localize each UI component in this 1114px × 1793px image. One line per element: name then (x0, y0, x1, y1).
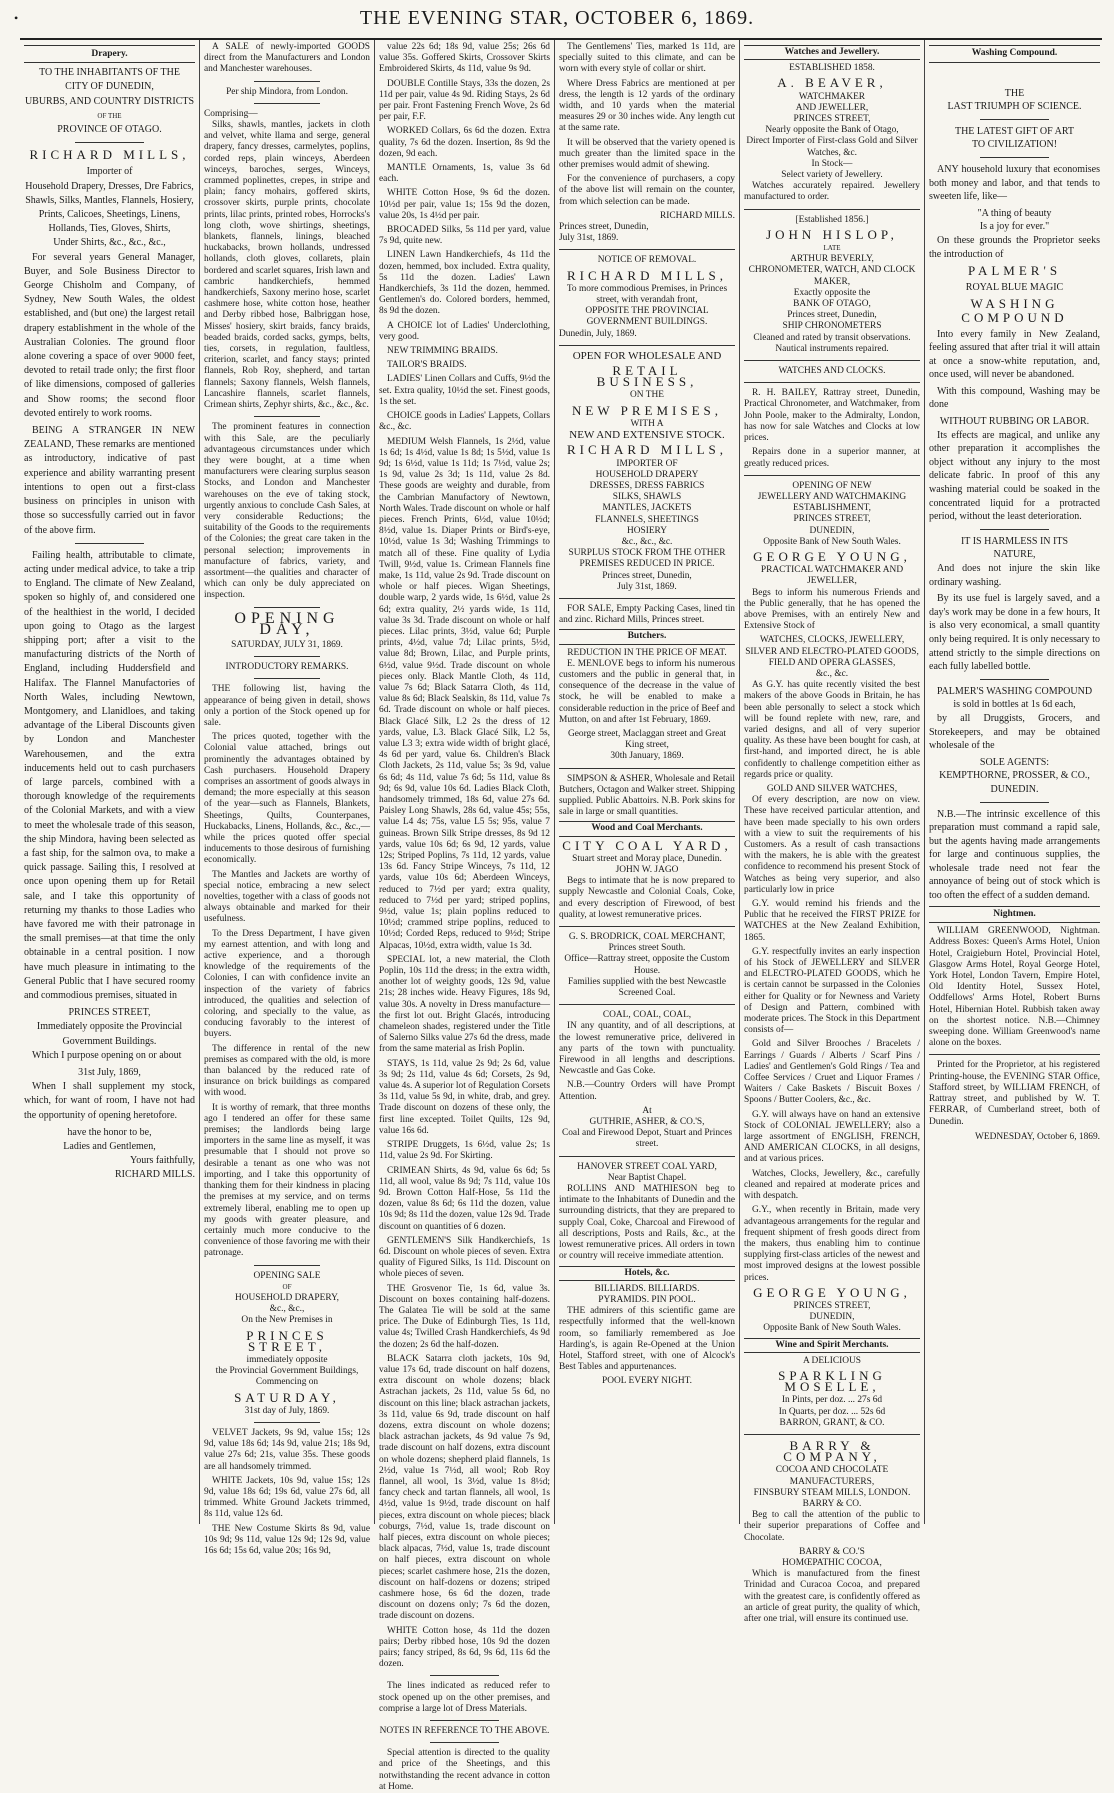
text-line: Is a joy for ever." (979, 221, 1050, 233)
text-line: NATURE, (993, 549, 1036, 561)
paragraph: N.B.—The intrinsic excellence of this preparation must command a rapid sale, but the agents having made arrangements for large and continuous supplies, the wholesale trade need not fear the annoyance of being out of stock which is too often the effect of a sudden demand. (929, 808, 1100, 902)
text-line: THE LATEST GIFT OF ART (954, 125, 1075, 137)
paragraph: To the Dress Department, I have given my earnest attention, and with long and active experience, and a thorough knowledge of the requirements of the Colonies, I can with confidence invite an inspection of the variety of fabrics introduced, the qualities and selection of coloring, and specially to the value, as conducing favorably to the interest of buyers. (204, 928, 370, 1040)
text-line: 30th January, 1869. (610, 751, 684, 762)
text-line: INTRODUCTORY REMARKS. (225, 662, 349, 673)
text-line: DUNEDIN. (990, 783, 1039, 795)
paragraph: Beg to call the attention of the public to their superior preparations of Coffee and Chocolate. (744, 1510, 920, 1543)
item-entry: MEDIUM Welsh Flannels, 1s 2½d, value 1s 6d; 1s 4½d, value 1s 8d; 1s 5½d, value 1s 9d; 1s 6½d, value 1s 11d; 1s 7½d, value 2s; 1s 9d, value 2s 3d; 1s 11d, value 2s 8d. These goods are weighty and durable, from the Cambrian Manufactory of Newtown, North Wales. Trade discount on whole or half pieces. French Prints, 6½d, value 10½d; 8½d, value 1s. Diaper Prints or Bird's-eye, 10½d, value 1s 3d; Washing Trimmings to match all of these. Fine quality of Lydia Twill, 9½d, value 1s. Crimean Flannels fine make, 1s 11d, value 2s 9d. Trade discount on whole or half pieces. Wigan Sheetings, double warp, 2 yards wide, 1s 6½d, value 2s 6d; extra quality, 2½ yards wide, 1s 11d, value 3s 3d. Trade discount on whole or half pieces. Lilac prints, 3½d, value 6d; Purple prints, 4½d, value 7d; Lilac prints, 5½d, value 8d; Brown, Lilac, and Purple prints, 6½d, value 9½d. Trade discount on whole pieces only. Black Mantle Cloth, 4s 11d, value 7s 6d; Black Satarra Cloth, 4s 11d, value 8s 6d; Black Sealskin, 8s 11d, value 7s 6d. Trade discount on whole or half pieces. Black Glacé Silk, L2 2s the dress of 12 yards, value, L3. Black Glacé Silk, L2 5s, value L3 3; extra wide width of bright glacé, 4s 6d per yard, value 6s. Children's Black Cloth Jackets, 2s 11d, value 5s; 3s 9d, value 6s 6d; 4s 11d, value 7s 6d; 5s 11d, value 8s 9d; 6s 9d, value 10s 6d. Ladies Black Cloth, handsomely trimmed, 18s 6d, value 27s 6d. Paisley Long Shawls, 28s 6d, value 45s; 55s, value L4 4s; 75s, value L5 5s; 95s, value 7 guineas. Brown Silk Stripe dresses, 8s 9d 12 yards, value 10s 6d; 6s 9d, 12 yards, value 12s; Striped Poplins, 7s 11d, 12 yards, value 13s 6d. Fancy Stripe Winceys, 7s 11d, 12 yards, value 10s 6d; Aberdeen Winceys, reduced to 7½d per yard; extra quality, reduced to 7½d per yard; striped poplins, 9½d, value 1s; plain poplins reduced to 10½d; crammed stripe poplins, reduced to 10½d; Corded Reps, reduced to 9½d; Stripe Alpacas, 10½d, extra width, value 1s 3d. (379, 436, 550, 951)
text-line: NEW PREMISES, (572, 402, 722, 418)
paragraph: A SALE of newly-imported GOODS direct from the Manufacturers and London and Manchester warehouses. (204, 42, 370, 75)
item-entry: STAYS, 1s 11d, value 2s 9d; 2s 6d, value 3s 9d; 2s 11d, value 4s 6d; Corsets, 2s 9d, value 4s. A superior lot of Regulation Corsets 3s 11d, value 5s 9d, in white, drab, and grey. Trade discount on dozens of these only, the first line excepted. Toilet Quilts, 12s 9d, value 16s 6d. (379, 1058, 550, 1136)
text-line: SURPLUS STOCK FROM THE OTHER (568, 548, 726, 559)
item-entry: TAILOR'S BRAIDS. (387, 360, 467, 371)
advertiser-name: RICHARD MILLS, (29, 147, 190, 163)
text-line: JOHN W. JAGO (615, 865, 679, 875)
paragraph: E. MENLOVE begs to inform his numerous customers and the public in general that, in consequence of the decrease in the value of stock, he will be enabled to make a considerable reduction in the price of Beef and Mutton, on and after 1st February, 1869. (559, 658, 735, 725)
divider (744, 1434, 920, 1435)
item-entry: MANTLE Ornaments, 1s, value 3s 6d each. (379, 163, 550, 185)
text-line: NEW AND EXTENSIVE STOCK. (569, 429, 725, 442)
text-line: Comprising— (204, 108, 258, 119)
section-heading: Hotels, &c. (559, 1266, 735, 1281)
text-line: WITH A (630, 418, 664, 429)
text-line: G. S. BRODRICK, COAL MERCHANT, (568, 932, 726, 943)
paragraph: On these grounds the Proprietor seeks the introduction of (929, 234, 1100, 260)
imprint-date: WEDNESDAY, October 6, 1869. (975, 1131, 1100, 1142)
paragraph: Repairs done in a superior manner, at greatly reduced prices. (744, 447, 920, 469)
text-line: immediately opposite (246, 1354, 328, 1365)
text-line: have the honor to be, (67, 1126, 152, 1138)
section-heading: Watches and Jewellery. (744, 45, 920, 60)
text-line: NOTICE OF REMOVAL. (597, 255, 697, 266)
paragraph: With this compound, Washing may be done (929, 385, 1100, 411)
paragraph: The Mantles and Jackets are worthy of special notice, embracing a new select novelties, together with a class of goods not always obtainable and marked for their usefulness. (204, 869, 370, 925)
text-line: NOTES IN REFERENCE TO THE ABOVE. (379, 1726, 550, 1737)
text-line: HOUSEHOLD DRAPERY, (234, 1292, 339, 1303)
opening-day-heading: OPENING DAY, (234, 609, 340, 638)
paragraph: ANY household luxury that economises both money and labor, and that tends to sweeten life, like— (929, 163, 1100, 203)
heading-line: CITY OF DUNEDIN, (65, 81, 154, 93)
text-line: Prints, Calicoes, Sheetings, Linens, (38, 209, 181, 221)
column-sale-list (200, 40, 375, 1556)
text-line: Shawls, Silks, Mantles, Flannels, Hosiery, (25, 194, 194, 206)
text-line: SPARKLING MOSELLE, (778, 1367, 886, 1395)
text-line: PREMISES REDUCED IN PRICE. (579, 559, 715, 570)
text-line: Importer of (86, 166, 133, 178)
text-line: Near Baptist Chapel. (607, 1172, 687, 1183)
masthead (0, 0, 1114, 40)
text-line: WITHOUT RUBBING OR LABOR. (939, 416, 1090, 428)
item-entry: DOUBLE Contille Stays, 33s the dozen, 2s 11d per pair, value 4s 9d. Riding Stays, 2s 6d per pair. Front Fastening French Wove, 2s 6d per pair, F.F. (379, 78, 550, 123)
text-line: [Established 1856.] (795, 214, 869, 225)
text-line: TO CIVILIZATION! (971, 139, 1058, 151)
paragraph: Its effects are magical, and unlike any other preparation it accomplishes the object without any injury to the most delicate fabric. In proof of this any washing material could be soaked in the concentrated liquid for a protracted period, without the least deterioration. (929, 429, 1100, 523)
divider (75, 543, 143, 544)
section-heading: Washing Compound. (929, 45, 1100, 63)
text-line: REDUCTION IN THE PRICE OF MEAT. (567, 647, 727, 658)
advertiser-name: RICHARD MILLS, (566, 442, 727, 458)
text-line: COAL, COAL, COAL, (602, 1010, 692, 1021)
text-line: WATCHES, CLOCKS, JEWELLERY, SILVER AND ELECTRO-PLATED GOODS, (745, 635, 919, 657)
text-line: ARTHUR BEVERLY, (790, 254, 874, 265)
text-line: BARRY & CO.'S (799, 1546, 865, 1557)
heading-line: PROVINCE OF OTAGO. (57, 124, 162, 136)
masthead-title: THE EVENING STAR, OCTOBER 6, 1869. (359, 7, 755, 29)
text-line: Dunedin, July, 1869. (559, 328, 637, 339)
text-line: Princes street South. (608, 943, 686, 954)
divider (980, 529, 1048, 530)
column-watches-jewellery (740, 40, 925, 1624)
text-line: IT IS HARMLESS IN ITS (960, 535, 1069, 547)
paragraph: For the convenience of purchasers, a copy of the above list will remain on the counter, from which selection can be made. (559, 174, 735, 207)
paragraph: G.Y., when recently in Britain, made very advantageous arrangements for the regular and frequent shipment of fresh goods direct from the makers, thus enabling him to continue supplying first-class articles of the newest and most improved designs at the lowest possible prices. (744, 1205, 920, 1283)
divider (744, 475, 920, 476)
text-line: DUNEDIN, (809, 525, 855, 536)
paragraph: THE admirers of this scientific game are respectfully informed that the well-known room, so familiarly remembered as Joe Harding's, is again Re-Opened at the Union Hotel, Stafford street, with one of Alcock's Best Tables and appurtenances. (559, 1306, 735, 1373)
divider (559, 249, 735, 250)
divider (929, 1054, 1100, 1055)
text-line: &c., &c., (269, 1304, 305, 1315)
signature: RICHARD MILLS. (659, 210, 735, 221)
paragraph: FOR SALE, Empty Packing Cases, lined tin and zinc. Richard Mills, Princes street. (559, 603, 735, 626)
item-entry: SPECIAL lot, a new material, the Cloth Poplin, 10s 11d the dress; in the extra width, another lot of weighty goods, 12s 9d, value 21s; 28 inches wide. Heavy Figures, 18s 9d, value 30s. A novelty in Dress manufacture—the first lot out. Bright Glacés, introducing chameleon shades, registered under the Title of Salerno Silks value 27s 6d the dress, made from the same material as Irish Poplin. (379, 954, 550, 1055)
paragraph: IN any quantity, and of all descriptions, at the lowest remunerative price, delivered in any parts of the town with punctuality. Firewood in all lengths and descriptions. Newcastle and Gas Coke. (559, 1021, 735, 1077)
text-line: Yours faithfully, (129, 1155, 195, 1167)
text-line: PRINCES STREET, (68, 1007, 151, 1019)
section-heading: Drapery. (24, 45, 195, 63)
section-heading: Wood and Coal Merchants. (559, 821, 735, 836)
text-line: "A thing of beauty (977, 207, 1052, 219)
text-line: Immediately opposite the Provincial (36, 1021, 183, 1033)
text-line: Princes street, Dunedin, (602, 570, 692, 581)
paragraph: Which is manufactured from the finest Trinidad and Curacoa Cocoa, and prepared with the greatest care, is confidently offered as an article of great purity, the quality of which, after one trial, will ensure its continued use. (744, 1569, 920, 1624)
text-line: Cleaned and rated by transit observations. Nautical instruments repaired. (753, 332, 911, 354)
heading-line: OF THE (97, 111, 122, 120)
text-line: Per ship Mindora, from London. (226, 86, 348, 97)
item-entry: WHITE Jackets, 10s 9d, value 15s; 12s 9d, value 18s 6d; 19s 6d, value 27s 6d, all trimmed. White Ground Jackets trimmed, 8s 11d, value 12s 6d. (204, 1475, 370, 1520)
text-line: ON THE (630, 390, 664, 401)
item-list: Gold and Silver Brooches / Bracelets / Earrings / Guards / Alberts / Scarf Pins / Ladies' and Gentlemen's Gold Rings / Tea and Coffee Services / Cruet and Liquor Frames / Waiters / Cake Baskets / Biscuit Boxes / Spoons / Butter Coolers, &c., &c. (744, 1039, 920, 1106)
text-line: George street, Maclaggan street and Great King street, (567, 728, 727, 751)
item-entry: CHOICE goods in Ladies' Lappets, Collars &c., &c. (379, 411, 550, 433)
paragraph: Watches, Clocks, Jewellery, &c., carefully cleaned and repaired at moderate prices and with despatch. (744, 1168, 920, 1202)
divider (254, 103, 320, 104)
text-line: CHRONOMETER, WATCH, AND CLOCK MAKER, (748, 265, 916, 287)
text-line: &c., &c., &c. (621, 536, 673, 547)
text-line: PRINCES STREET, (793, 514, 871, 525)
divider (744, 209, 920, 210)
item-entry: CRIMEAN Shirts, 4s 9d, value 6s 6d; 5s 11d, all wool, value 8s 9d; 7s 11d, value 10s 9d. Brown Cotton Half-Hose, 5s 11d the dozen, value 8s 6d; 6s 11d the dozen, value 10s 9d; 8s 11d the dozen, value 12s 9d. Trade discount on quantities of 6 dozen. (379, 1165, 550, 1232)
divider (254, 607, 320, 608)
divider (254, 81, 320, 82)
text-line: GUTHRIE, ASHER, & CO.'S, (589, 1117, 705, 1128)
item-entry: LADIES' Linen Collars and Cuffs, 9½d the set. Extra quality, 10½d the set. Finest goods, 1s the set. (379, 374, 550, 407)
item-entry: BLACK Satarra cloth jackets, 10s 9d, value 17s 6d, trade discount on half dozens, extra discount on whole dozens; black Astrachan jackets, 2s 11d, value 5s 6d, no discount on this line; black astrachan jackets, 3s 11d, value 6s 9d, trade discount on half dozens, extra discount on whole dozens; black astrachan jackets, 4s 9d value 7s 9d, trade discount on half dozens, extra discount on whole dozens; shepherd plaid flannels, 1s 2½d, value 1s 7½d, all wool; Rob Roy flannel, all wool, 1s 3½d, value 1s 8½d; fancy check and tartan flannels, all wool, 1s 4½d, value 1s 9½d, trade discount on half pieces, extra discount on whole pieces; black coburgs, 7½d, value 1s, trade discount on half pieces, extra discount on whole pieces; black alpacas, 7½d, value 1s, trade discount on half pieces, extra discount on whole pieces; scarlet cashmere hose, 21s the dozen, discount on half-dozens or dozens; striped cashmere hose, 6s 6d the dozen, trade discount on dozens only; 7s 6d the dozen, trade discount on dozens. (379, 1353, 550, 1622)
text-line: PALMER'S WASHING COMPOUND (936, 685, 1093, 697)
text-line: Opposite Bank of New South Wales. (763, 1323, 901, 1334)
item-entry: THE New Costume Skirts 8s 9d, value 10s 9d; 9s 11d, value 12s 9d; 12s 9d, value 16s 6d; 15s 6d, value 20s; 16s 9d, (204, 1523, 370, 1556)
text-line: PRINCES STREET, (246, 1327, 328, 1354)
text-line: Office—Rattray street, opposite the Custom House. (564, 954, 730, 976)
text-line: WATCHES AND CLOCKS. (778, 366, 886, 377)
paragraph: G.Y. would remind his friends and the Public that he received the FIRST PRIZE for WATCHES at the New Zealand Exhibition, 1865. (744, 899, 920, 943)
text-line: the Provincial Government Buildings, (215, 1366, 359, 1377)
divider (744, 382, 920, 383)
text-line: PRINCES STREET, (793, 1300, 871, 1311)
text-line: KEMPTHORNE, PROSSER, & CO., (939, 770, 1090, 782)
text-line: OPENING SALE (253, 1270, 321, 1281)
paragraph: ROLLINS AND MATHIESON beg to intimate to the Inhabitants of Dunedin and the surrounding districts, that they are prepared to supply Coal, Coke, Charcoal and Firewood of all descriptions, Posts and Rails, &c., at the lowest remunerative prices. All orders in town or country will receive immediate attention. (559, 1184, 735, 1262)
text-line: LAST TRIUMPH OF SCIENCE. (947, 101, 1082, 113)
text-line: OPEN FOR WHOLESALE AND (572, 349, 722, 362)
item-entry: WHITE Cotton hose, 4s 11d the dozen pairs; Derby ribbed hose, 10s 9d the dozen pairs; fancy striped, 8s 6d, 9s 6d, 11s 6d the dozen. (379, 1625, 550, 1670)
text-line: Princes street, Dunedin, (559, 222, 649, 233)
paragraph: The Gentlemens' Ties, marked 1s 11d, are specially suited to this climate, and can be worn with every style of collar or shirt. (559, 42, 735, 75)
text-line: July 31st, 1869. (617, 581, 677, 592)
item-entry: A CHOICE lot of Ladies' Underclothing, very good. (379, 320, 550, 342)
text-line: FLANNELS, SHEETINGS (595, 514, 699, 525)
advertiser-name: GEORGE YOUNG, (753, 1284, 911, 1300)
section-heading: Wine and Spirit Merchants. (744, 1338, 920, 1353)
product-name: PALMER'S (967, 263, 1062, 279)
divider (559, 598, 735, 599)
divider (559, 768, 735, 769)
paragraph: Into every family in New Zealand, feeling assured that after trial it will attain at once a snow-white reputation, and, once used, will never be abandoned. (929, 328, 1100, 381)
text-line: FINSBURY STEAM MILLS, LONDON. (753, 1487, 911, 1498)
text-line: JEWELLERY AND WATCHMAKING (757, 491, 907, 502)
paragraph: Begs to inform his numerous Friends and the Public generally, that he has opened the above Premises, with an entirely New and Extensive Stock of (744, 587, 920, 632)
item-entry: LINEN Lawn Handkerchiefs, 4s 11d the dozen, hemmed, box included. Extra quality, 5s 11d the dozen. Ladies' Lawn Handkerchiefs, 3s 11d the dozen, hemmed. Gentlemen's do. Colored borders, hemmed, 8s 9d the dozen. (379, 250, 550, 317)
text-line: July 31st, 1869. (559, 233, 619, 244)
text-line: To more commodious Premises, in Princes street, with verandah front, (566, 283, 728, 306)
text-line: WATCHMAKER (798, 91, 866, 102)
text-line: Under Shirts, &c., &c., &c., (53, 237, 166, 249)
divider (980, 157, 1048, 158)
advertiser-name: BARRY & COMPANY, (783, 1437, 881, 1465)
text-line: BARRY & CO. (802, 1498, 862, 1509)
advertiser-name: RICHARD MILLS, (566, 267, 727, 283)
paragraph: The lines indicated as reduced refer to stock opened up on the other premises, and comprise a large lot of Dress Materials. (379, 1681, 550, 1714)
signature: RICHARD MILLS. (114, 1169, 195, 1181)
paragraph: As G.Y. has quite recently visited the best makers of the above Goods in Britain, he has been able personally to select a stock which will be found replete with new, rare, and varied designs, and all of very superior quality. As these have been bought for cash, at first-hand, and imported direct, he is able confidently to challenge competition either as regards price or quality. (744, 680, 920, 780)
text-line: FIELD AND OPERA GLASSES, (768, 657, 896, 668)
paragraph: Special attention is directed to the quality and price of the Sheetings, and this notwithstanding the recent advance in cotton at Home. (379, 1748, 550, 1792)
section-heading: Nightmen. (929, 906, 1100, 924)
text-line: Stuart street and Moray place, Dunedin. (572, 853, 722, 864)
paragraph: For several years General Manager, Buyer, and Sole Business Director to George Chisholm and Company, of Sydney, New South Wales, the oldest established, and (but one) the largest retail drapery establishment in the whole of the Australian Colonies. The ground floor alone covering a space of over 9000 feet, devoted to retail trade only; the first floor of like dimensions, composed of galleries and Show rooms; the second floor devoted entirely to work rooms. (24, 251, 195, 419)
divider (980, 679, 1048, 680)
text-line: RETAIL BUSINESS, (596, 363, 698, 390)
item-entry: BROCADED Silks, 5s 11d per yard, value 7s 9d, quite new. (379, 225, 550, 247)
text-line: Direct Importer of First-class Gold and Silver Watches, &c. (746, 136, 918, 158)
text-line: COCOA AND CHOCOLATE MANUFACTURERS, (775, 1465, 889, 1487)
paragraph: by all Druggists, Grocers, and Storekeepers, and may be obtained wholesale of the (929, 712, 1100, 752)
text-line: 31st day of July, 1869. (244, 1405, 330, 1416)
text-line: PRINCES STREET, (793, 114, 871, 125)
text-line: Ladies and Gentlemen, (63, 1141, 156, 1153)
divider (254, 416, 320, 417)
advertiser-name: JOHN HISLOP, (766, 226, 898, 242)
item-entry: WHITE Cotton Hose, 9s 6d the dozen. 10½d per pair, value 1s; 15s 9d the dozen, value 20s, 1s 4½d per pair. (379, 188, 550, 221)
column-drapery-mills (20, 40, 200, 1524)
text-line: Commencing on (255, 1377, 319, 1388)
paragraph: The prominent features in connection with this Sale, are the peculiarly advantageous circumstances under which they were bought, at a time when manufacturers were clearing surplus season Stocks, and London and Manchester warehouses on the eve of taking stock, urgently anxious to conclude Cash Sales, at very considerable Reductions; the suitability of the Goods to the requirements of the Colonies; the great care taken in the personal selection; improvements in manufacture of fabrics, variety, and assortment—the qualities and character of which can only be duly appreciated on inspection. (204, 422, 370, 601)
paragraph: Which I purpose opening on or about (32, 1049, 182, 1061)
text-line: BANK OF OTAGO, (793, 299, 871, 310)
divider (559, 1156, 735, 1157)
paragraph: The difference in rental of the new premises as compared with the old, is more than balanced by the reduced rate of insurance on brick buildings as compared with wood. (204, 1043, 370, 1099)
text-line: Hollands, Ties, Gloves, Shirts, (48, 223, 171, 235)
text-line: Families supplied with the best Newcastle Screened Coal. (567, 976, 727, 999)
column-price-list (375, 40, 555, 1792)
text-line: Coal and Firewood Depot, Stuart and Princes street. (561, 1128, 733, 1150)
text-line: OPENING OF NEW (792, 480, 872, 491)
paragraph: WILLIAM GREENWOOD, Nightman. Address Boxes: Queen's Arms Hotel, Union Hotel, Craigieburn Hotel, Provincial Hotel, Glasgow Arms Hotel, Royal George Hotel, York Hotel, London Tavern, Empire Hotel, Old Identity Hotel, Sussex Hotel, Oddfellows' Arms Hotel, Robert Burns Hotel, Hibernian Hotel. Rubbish taken away on the shortest notice. N.B.—Chimney sweeping done. William Greenwood's name alone on the boxes. (929, 926, 1100, 1049)
text-line: Opposite Bank of New South Wales. (763, 536, 901, 547)
paragraph: THE following list, having the appearance of being given in detail, shows only a portion of the Stock opened up for sale. (204, 684, 370, 728)
text-line: ESTABLISHMENT, (793, 503, 871, 514)
product-name: WASHING COMPOUND (961, 296, 1068, 325)
text-line: is sold in bottles at 1s 6d each, (953, 699, 1076, 711)
text-line: Government Buildings. (62, 1035, 157, 1047)
paragraph: Begs to intimate that he is now prepared to supply Newcastle and Colonial Coals, Coke, and every description of Firewood, of best quality, at lowest remunerative prices. (559, 876, 735, 920)
paragraph: Of every description, are now on view. These have received particular attention, and have been made specially to his own orders with a view to suit the requirements of his Customers. As a result of cash transactions with the makers, he is able with the greatest confidence to recommend his present Stock of Watches as being very superior, and also particularly low in price (744, 795, 920, 895)
advertiser-name: GEORGE YOUNG, (753, 548, 911, 564)
item-entry: WORKED Collars, 6s 6d the dozen. Extra quality, 7s 6d the dozen. Insertion, 8s 9d the dozen, 9d each. (379, 126, 550, 159)
divider (430, 1720, 498, 1721)
text-line: HOSIERY (626, 525, 668, 536)
text-line: A DELICIOUS (802, 1355, 862, 1366)
divider (254, 1422, 320, 1423)
text-line: Select variety of Jewellery. (781, 170, 883, 181)
text-line: HOMŒPATHIC COCOA, (782, 1557, 882, 1568)
paragraph: It is worthy of remark, that three months ago I tendered an offer for these same premises; the landlords being large importers in the same line as myself, it was presumable that I should not prove so desirable a tenant as one who was not importing, and I take this opportunity of thanking them for their kindness in placing the premises at my service, and on terms extremely liberal, enabling me to open up my goods with greater pleasure, and certainly much more conducive to the convenience of those favoring me with their patronage. (204, 1102, 370, 1259)
divider (559, 345, 735, 346)
text-line: Exactly opposite the (793, 287, 871, 298)
text-line: LATE (823, 244, 841, 253)
text-line: BILLIARDS. BILLIARDS. (594, 1283, 700, 1294)
paragraph: The prices quoted, together with the Colonial value attached, brings out prominently the advantages obtained by Cash purchasers. Household Drapery comprises an assortment of goods always in demand; the more especially at this season of the year—such as Flannels, Blankets, Sheetings, Quilts, Counterpanes, Huckabacks, Linens, Hollands, &c., &c.,—while the prices quoted offer special inducements to those desirous of furnishing economically. (204, 732, 370, 866)
divider (980, 802, 1048, 803)
paragraph: And does not injure the skin like ordinary washing. (929, 563, 1100, 588)
paragraph: When I shall supplement my stock, which, for want of room, I have not had the opportunity of opening heretofore. (24, 1081, 195, 1121)
text-line: DUNEDIN, (809, 1312, 855, 1323)
paragraph: Watches accurately repaired. Jewellery manufactured to order. (744, 181, 920, 203)
text-line: CITY COAL YARD, (562, 837, 732, 853)
paragraph: N.B.—Country Orders will have Prompt Attention. (559, 1080, 735, 1102)
text-line: GOLD AND SILVER WATCHES, (766, 783, 898, 794)
masthead-bullet: • (14, 11, 20, 25)
text-line: 31st July, 1869, (78, 1067, 141, 1079)
advertiser-name: A. BEAVER, (777, 75, 887, 91)
imprint: Printed for the Proprietor, at his registered Printing-house, the EVENING STAR Office, Stafford street, by WILLIAM FRENCH, of Rattray street, and published by W. T. FERRAR, of Cumberland street, both of Dunedin. (929, 1060, 1100, 1127)
heading-line: TO THE INHABITANTS OF THE (39, 67, 180, 79)
text-line: SATURDAY, (234, 1389, 340, 1405)
divider (75, 142, 143, 143)
text-line: OPPOSITE THE PROVINCIAL GOVERNMENT BUILDINGS. (585, 306, 709, 328)
text-line: In Quarts, per doz. ... 52s 6d (778, 1406, 886, 1417)
text-line: AND JEWELLER, (795, 102, 869, 113)
text-line: Princes street, Dunedin, (787, 310, 877, 321)
text-line: HANOVER STREET COAL YARD, (577, 1161, 717, 1172)
goods-list: Silks, shawls, mantles, jackets in cloth and velvet, white llama and serge, general drapery, fancy dresses, carmelytes, poplins, corded reps, plain winceys, Aberdeen winceys, baroches, serges, Winceys, crammed poplinettes, crepes, in stripe and plain; fancy mohairs, goffered skirts, crossover skirts, purple prints, chocolate prints, lilac prints, printed robes, Horrocks's long cloth, wove shirtings, sheetings, blankets, flannels, linings, bleached huckabacks, brown hollands, undressed hollands, cloth gloves, collarets, plain bordered and scarlet squares, Irish lawn and cambric handkerchiefs, hemmed handkerchiefs, Saxony merino hose, scarlet cashmere hose, white cotton hose, heather and Derby ribbed hose, Balbriggan hose, Misses' hosiery, skirt braids, fancy braids, beaded braids, corded sacks, gymps, belts, ties, corsets, in regulation, faultless, criterion, scarlet, and fancy stays; printed flannels, Rob Roy, shepherd, and tartan flannels; Saxony flannels, Welsh flannels, Lancashire flannels, scarlet flannels, Crimean shirts, Zephyr shirts, &c., &c., &c. (204, 120, 370, 411)
text-line: SATURDAY, JULY 31, 1869. (231, 639, 343, 650)
paragraph: G.Y. respectfully invites an early inspection of his Stock of JEWELLERY and SILVER and ELECTRO-PLATED GOODS, which he is certain cannot be surpassed in the Colonies either for Quality or for Newness and Variety of Design and Pattern, combined with moderate prices. The Stock in this Department consists of— (744, 946, 920, 1036)
text-line: THE (1004, 87, 1025, 99)
divider (559, 1004, 735, 1005)
section-heading: Butchers. (559, 629, 735, 644)
divider (254, 656, 320, 657)
paragraph: Failing health, attributable to climate, acting under medical advice, to take a trip to England. The climate of New Zealand, spoken so highly of, and considered one of the healthiest in the world, I decided upon going to Otago as the largest shipping port; after a visit to the manufacturing districts of the North of England, including Huddersfield and Halifax. The Flannel Manufactories of North Wales, including Newtown, Montgomery, and Llanidloes, and taking advantage of the Liberal Discounts given by London and Manchester Warehousemen, and the extra inducements held out to cash purchasers of large parcels, combined with a thorough knowledge of the requirements of the Colonial Markets, and with a view to meet the wholesale trade of this season, the ship Mindora, having been selected as a fast ship, for the salmon ova, to make a quick passage. Sailing this, I resolved at once upon opening them up for Retail sale, and I take this opportunity of returning my thanks to those Ladies who have favored me with their patronage in the small premises—at that time the only obtainable in a central position. I now have much pleasure in intimating to the General Public that I have secured roomy and commodious premises, situated in (24, 549, 195, 1001)
divider (430, 1742, 498, 1743)
column-notices-coal (555, 40, 740, 1524)
paragraph: SIMPSON & ASHER, Wholesale and Retail Butchers, Octagon and Walker street. Shipping supplied. Public Abattoirs. N.B. Pork skins for sale in large or small quantities. (559, 773, 735, 818)
text-line: DRESSES, DRESS FABRICS (589, 480, 705, 491)
heading-line: UBURBS, AND COUNTRY DISTRICTS (24, 95, 195, 107)
text-line: HOUSEHOLD DRAPERY (595, 469, 699, 480)
paragraph: G.Y. will always have on hand an extensive Stock of COLONIAL JEWELLERY; also a large assortment of ENGLISH, FRENCH, AND AMERICAN CLOCKS, in all designs, and at various prices. (744, 1109, 920, 1165)
text-line: BARRON, GRANT, & CO. (779, 1417, 885, 1428)
column-washing-compound (925, 40, 1104, 1524)
divider (980, 119, 1048, 120)
text-line: PRACTICAL WATCHMAKER AND JEWELLER, (760, 565, 904, 587)
item-entry: NEW TRIMMING BRAIDS. (387, 346, 498, 357)
item-entry: value 22s 6d; 18s 9d, value 25s; 26s 6d value 35s. Goffered Skirts, Crossover Skirts Embroidered Skirts, 4s 11d, value 9s 9d. (379, 42, 550, 75)
paragraph: It will be observed that the variety opened is much greater than the limited space in the other premises would admit of shewing. (559, 137, 735, 171)
paragraph: BEING A STRANGER IN NEW ZEALAND, These remarks are mentioned as introductory, indicative of past experience and ability warranting present intentions to open out a first-class business on principles in unison with those so successfully carried out in favor of the above firm. (24, 425, 195, 536)
item-entry: GENTLEMEN'S Silk Handkerchiefs, 1s 6d. Discount on whole pieces of seven. Extra quality of Figured Silks, 1s 11d. Discount on whole pieces of seven. (379, 1235, 550, 1280)
text-line: SILKS, SHAWLS (612, 492, 682, 503)
text-line: Household Drapery, Dresses, Dre Fabrics, (25, 180, 194, 192)
item-entry: STRIPE Druggets, 1s 6½d, value 2s; 1s 11d, value 2s 9d. For Skirting. (379, 1140, 550, 1162)
paragraph: By its use fuel is largely saved, and a day's work may be done in a few hours, It is also very economical, a small quantity only being required. It is only necessary to attend strictly to the simple directions on each fully labelled bottle. (929, 593, 1100, 673)
paragraph: Where Dress Fabrics are mentioned at per dress, the length is 12 yards of the ordinary width, and 10 yards when the material measures 29 or 30 inches wide. Any length cut at the same rate. (559, 78, 735, 134)
divider (254, 1265, 320, 1266)
divider (430, 1675, 498, 1676)
divider (559, 926, 735, 927)
item-entry: VELVET Jackets, 9s 9d, value 15s; 12s 9d, value 18s 6d; 14s 9d, value 21s; 18s 9d, value 27s 6d; 21s, value 35s. These goods are all handsomely trimmed. (204, 1427, 370, 1472)
text-line: OF (282, 1282, 292, 1291)
text-line: &c., &c. (815, 668, 849, 679)
text-line: In Pints, per doz. ... 27s 6d (781, 1395, 883, 1406)
text-line: ESTABLISHED 1858. (789, 63, 875, 74)
text-line: POOL EVERY NIGHT. (601, 1376, 692, 1387)
paragraph: R. H. BAILEY, Rattray street, Dunedin, Practical Chronometer, and Watchmaker, from John Poole, maker to the Admiralty, London, has now for sale Watches and Clocks at low prices. (744, 388, 920, 444)
text-line: In Stock— (811, 158, 853, 169)
text-line: Nearly opposite the Bank of Otago, (765, 125, 899, 136)
text-line: MANTLES, JACKETS (602, 503, 692, 514)
text-line: PYRAMIDS. PIN POOL. (598, 1294, 696, 1305)
text-line: ROYAL BLUE MAGIC (965, 281, 1064, 293)
text-line: On the New Premises in (241, 1315, 333, 1326)
text-line: IMPORTER OF (616, 458, 678, 469)
item-entry: THE Grosvenor Tie, 1s 6d, value 3s. Discount on boxes containing half-dozens. The Galatea Tie will be sold at the same price. The Duke of Edinburgh Ties, 1s 11d, value 4s; Twilled Crash Handkerchiefs, 4s 9d the dozen; 2s 6d the half-dozen. (379, 1283, 550, 1350)
divider (744, 360, 920, 361)
text-line: At (642, 1105, 652, 1116)
text-line: SHIP CHRONOMETERS (782, 321, 882, 332)
divider (254, 678, 320, 679)
text-line: SOLE AGENTS: (979, 756, 1050, 768)
